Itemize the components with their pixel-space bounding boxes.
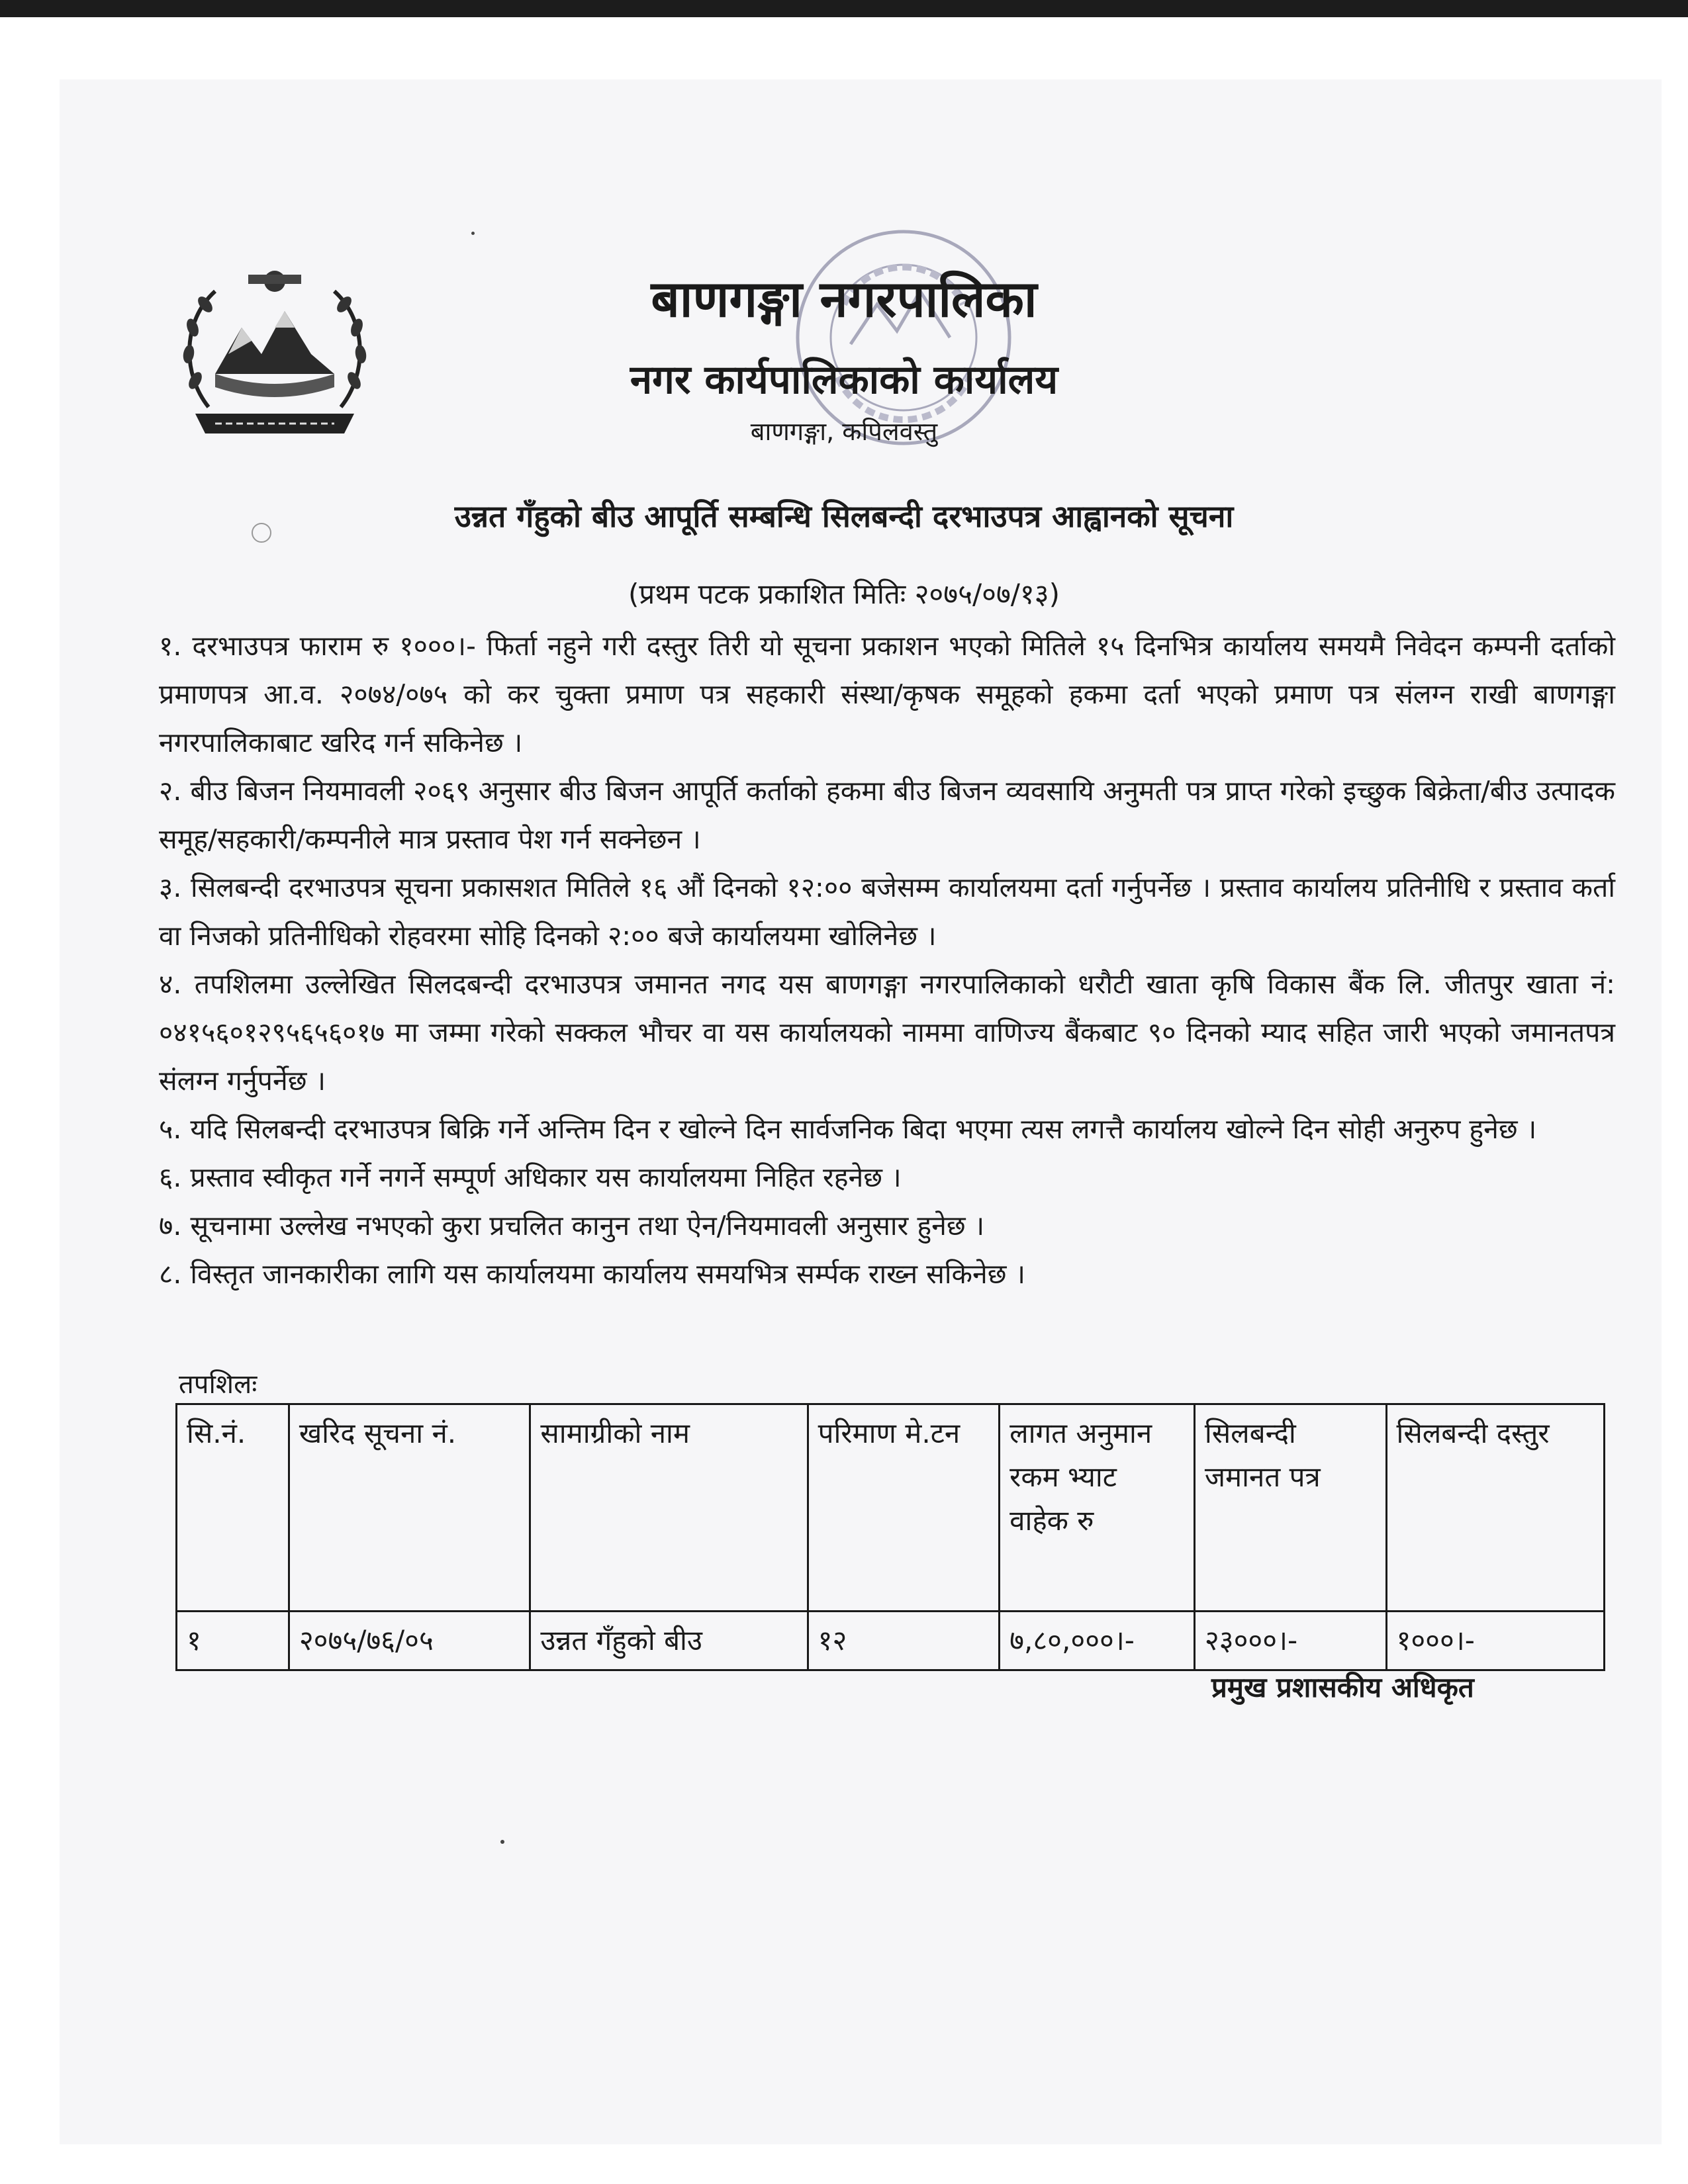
notice-point-4: ४. तपशिलमा उल्लेखित सिलदबन्दी दरभाउपत्र जमानत नगद यस बाणगङ्गा नगरपालिकाको धरौटी खाता कृषि विकास बैंक लि. जीतपुर खाता नं: ०४१५६०१२९५६५६०१७ मा जम्मा गरेको सक्कल भौचर वा यस कार्यालयको नाममा वाणिज्य बैंकबाट ९० दिनको म्याद सहित जारी भएको जमानतपत्र संलग्न गर्नुपर्नेछ । [159,968,1615,1097]
table-caption: तपशिलः [179,1369,258,1400]
header-quantity: परिमाण मे.टन [808,1404,1000,1612]
header-item-name: सामाग्रीको नाम [530,1404,808,1612]
cell-estimated-cost: ७,८०,०००।- [1000,1612,1195,1670]
notice-body [159,622,1615,1298]
table-header-row [177,1404,1605,1612]
header-estimated-cost: लागत अनुमान रकम भ्याट वाहेक रु [1000,1404,1195,1612]
header-bid-fee: सिलबन्दी दस्तुर [1386,1404,1605,1612]
notice-point-3: ३. सिलबन्दी दरभाउपत्र सूचना प्रकासशत मितिले १६ औं दिनको १२:०० बजेसम्म कार्यालयमा दर्ता गर्नुपर्नेछ । प्रस्ताव कार्यालय प्रतिनीधि र प्रस्ताव कर्ता वा निजको प्रतिनीधिको रोहवरमा सोहि दिनको २:०० बजे कार्यालयमा खोलिनेछ । [159,872,1615,952]
cell-quantity: १२ [808,1612,1000,1670]
notice-point-6: ६. प्रस्ताव स्वीकृत गर्ने नगर्ने सम्पूर्ण अधिकार यस कार्यालयमा निहित रहनेछ । [159,1161,902,1193]
cell-bid-security: २३०००।- [1194,1612,1386,1670]
publish-date: (प्रथम पटक प्रकाशित मितिः २०७५/०७/१३) [628,578,1060,610]
header-serial: सि.नं. [177,1404,289,1612]
scan-speck [471,232,475,235]
notice-point-8: ८. विस्तृत जानकारीका लागि यस कार्यालयमा कार्यालय समयभित्र सर्म्पक राख्न सकिनेछ । [159,1258,1026,1290]
header-notice-number: खरिद सूचना नं. [289,1404,530,1612]
items-table [175,1403,1605,1671]
scan-edge-bar [0,0,1688,17]
office-name: नगर कार्यपालिकाको कार्यालय [630,357,1058,403]
municipality-name: बाणगङ्गा नगरपालिका [651,269,1037,328]
notice-title: उन्नत गँहुको बीउ आपूर्ति सम्बन्धि सिलबन्दी दरभाउपत्र आह्वानको सूचना [454,498,1234,534]
notice-point-2: २. बीउ बिजन नियमावली २०६९ अनुसार बीउ बिजन आपूर्ति कर्ताको हकमा बीउ बिजन व्यवसायि अनुमती पत्र प्राप्त गरेको इच्छुक बिक्रेता/बीउ उत्पादक समूह/सहकारी/कम्पनीले मात्र प्रस्ताव पेश गर्न सक्नेछन । [159,775,1615,855]
scan-mark [252,523,271,543]
office-location: बाणगङ्गा, कपिलवस्तु [750,417,938,446]
cell-notice-number: २०७५/७६/०५ [289,1612,530,1670]
signatory-title: प्रमुख प्रशासकीय अधिकृत [1211,1671,1474,1704]
notice-point-5: ५. यदि सिलबन्दी दरभाउपत्र बिक्रि गर्ने अन्तिम दिन र खोल्ने दिन सार्वजनिक बिदा भएमा त्यस लगत्तै कार्यालय खोल्ने दिन सोही अनुरुप हुनेछ । [159,1113,1537,1145]
table-row [177,1612,1605,1670]
header-bid-security: सिलबन्दी जमानत पत्र [1194,1404,1386,1612]
cell-bid-fee: १०००।- [1386,1612,1605,1670]
notice-point-1: १. दरभाउपत्र फाराम रु १०००।- फिर्ता नहुने गरी दस्तुर तिरी यो सूचना प्रकाशन भएको मितिले १५ दिनभित्र कार्यालय समयमै निवेदन कम्पनी दर्ताको प्रमाणपत्र आ.व. २०७४/०७५ को कर चुक्ता प्रमाण पत्र सहकारी संस्था/कृषक समूहको हकमा दर्ता भएको प्रमाण पत्र संलग्न राखी बाणगङ्गा नगरपालिकाबाट खरिद गर्न सकिनेछ । [159,630,1615,758]
scan-speck [500,1840,504,1844]
notice-point-7: ७. सूचनामा उल्लेख नभएको कुरा प्रचलित कानुन तथा ऐन/नियमावली अनुसार हुनेछ । [159,1210,985,1242]
cell-serial: १ [177,1612,289,1670]
cell-item-name: उन्नत गँहुको बीउ [530,1612,808,1670]
